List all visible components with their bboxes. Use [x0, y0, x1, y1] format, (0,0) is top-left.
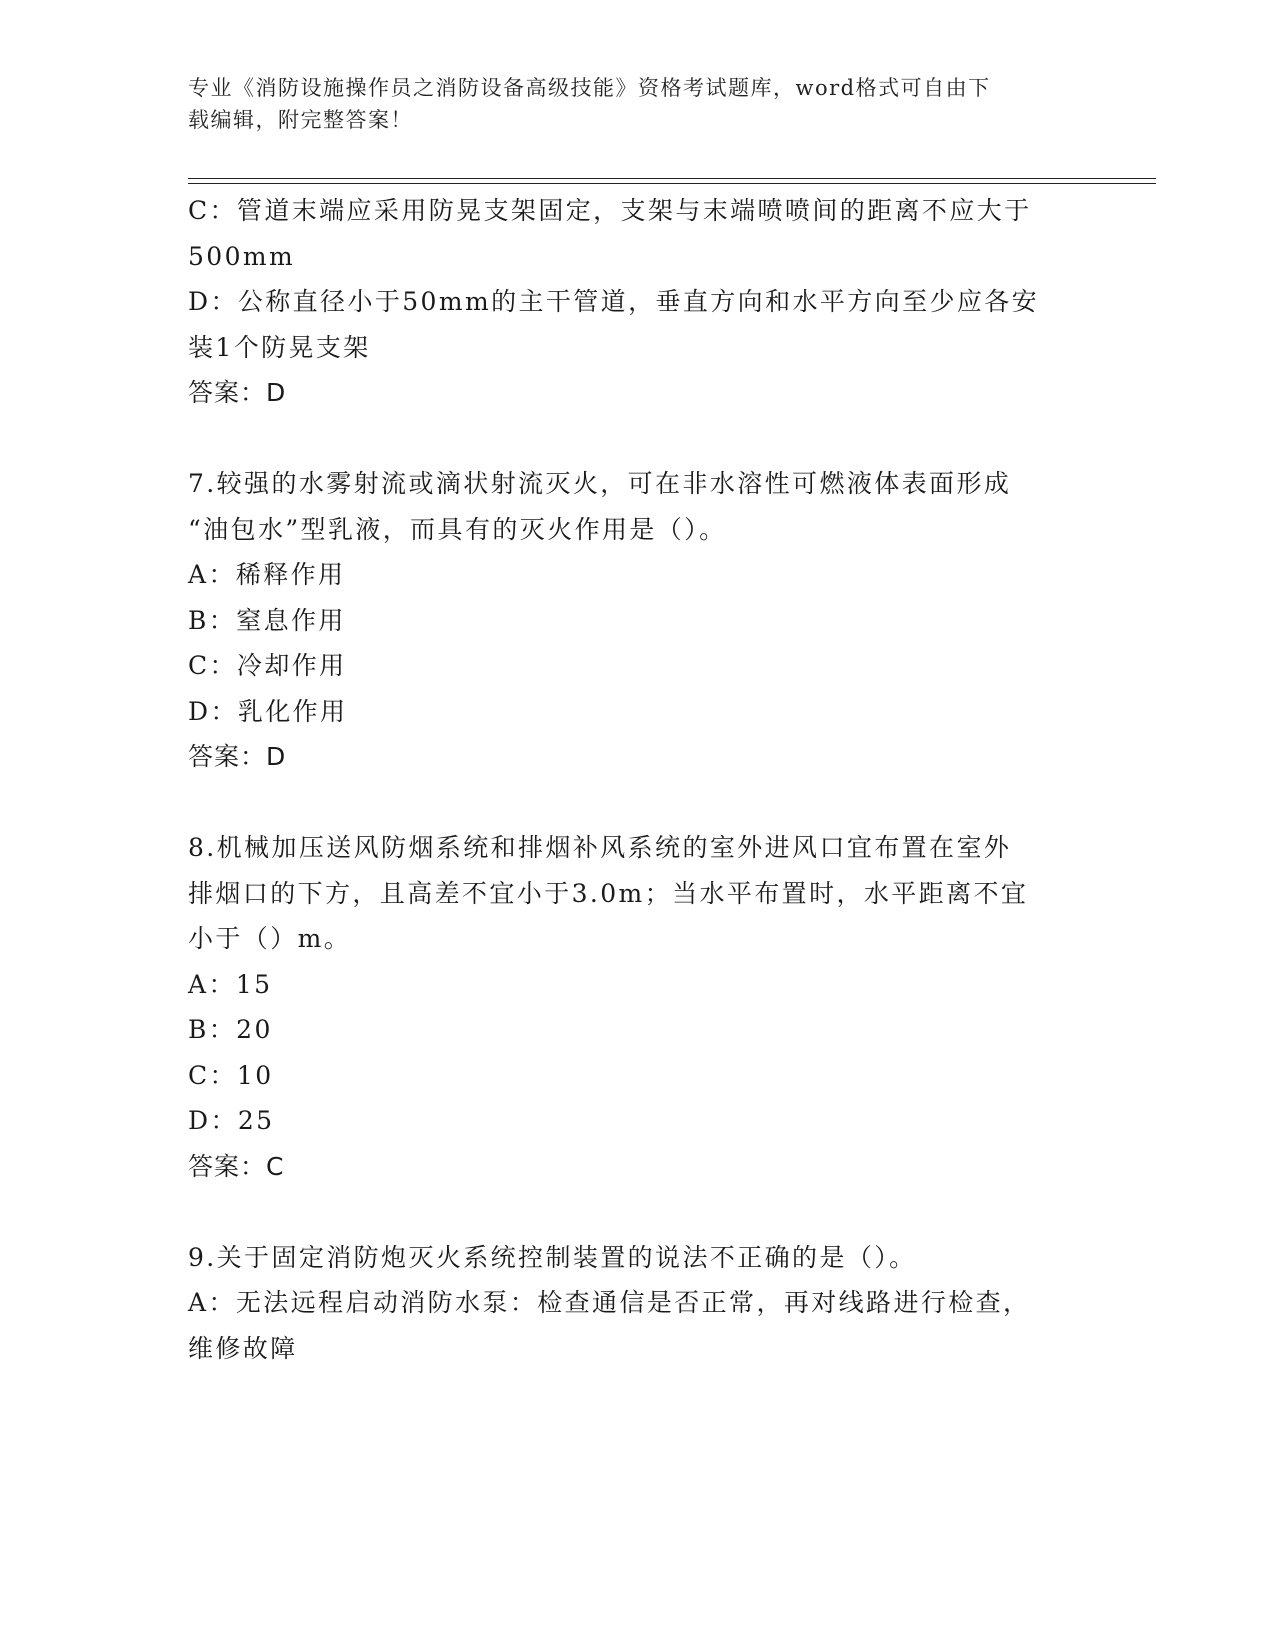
- option-d-line-2: 装1个防晃支架: [188, 332, 371, 362]
- option-d-line-1: D：公称直径小于50mm的主干管道，垂直方向和水平方向至少应各安: [188, 287, 1040, 316]
- spacer: [188, 780, 1068, 826]
- answer: 答案：C: [188, 1151, 285, 1181]
- answer: 答案：D: [188, 378, 287, 407]
- question-stem-line-2: “油包水”型乳液，而具有的灭火作用是（）。: [188, 514, 727, 544]
- question-6-continued: [188, 188, 1068, 416]
- option-c: C：冷却作用: [188, 651, 347, 680]
- option-b: B：窒息作用: [188, 605, 346, 635]
- header-line-1: 专业《消防设施操作员之消防设备高级技能》资格考试题库，word格式可自由下: [188, 76, 991, 100]
- option-c-line-2: 500mm: [188, 241, 296, 271]
- option-c: C：10: [188, 1060, 274, 1090]
- header-divider-bottom: [188, 183, 1156, 184]
- question-stem-line-1: 9.关于固定消防炮灭火系统控制装置的说法不正确的是（）。: [188, 1242, 917, 1272]
- option-d: D：25: [188, 1106, 275, 1135]
- option-c-line-1: C：管道末端应采用防晃支架固定，支架与末端喷喷间的距离不应大于: [188, 196, 1032, 225]
- question-7: [188, 461, 1068, 780]
- question-stem-line-2: 排烟口的下方，且高差不宜小于3.0m；当水平布置时，水平距离不宜: [188, 878, 1029, 908]
- option-a-line-2: 维修故障: [188, 1333, 298, 1363]
- document-header: [188, 72, 1068, 136]
- spacer: [188, 1189, 1068, 1235]
- question-stem-line-3: 小于（）m。: [188, 924, 352, 953]
- question-stem-line-1: 7.较强的水雾射流或滴状射流灭火，可在非水溶性可燃液体表面形成: [188, 469, 1012, 498]
- option-a-line-1: A：无法远程启动消防水泵：检查通信是否正常，再对线路进行检查，: [188, 1288, 1031, 1317]
- question-stem-line-1: 8.机械加压送风防烟系统和排烟补风系统的室外进风口宜布置在室外: [188, 833, 1012, 862]
- question-8: [188, 825, 1068, 1189]
- question-9: [188, 1235, 1068, 1372]
- answer: 答案：D: [188, 742, 287, 771]
- header-line-2: 载编辑，附完整答案！: [188, 108, 413, 132]
- spacer: [188, 416, 1068, 462]
- option-b: B：20: [188, 1015, 273, 1044]
- option-a: A：稀释作用: [188, 560, 346, 589]
- option-d: D：乳化作用: [188, 696, 348, 726]
- header-divider-top: [188, 178, 1156, 179]
- question-list: [188, 188, 1068, 1371]
- option-a: A：15: [188, 969, 273, 999]
